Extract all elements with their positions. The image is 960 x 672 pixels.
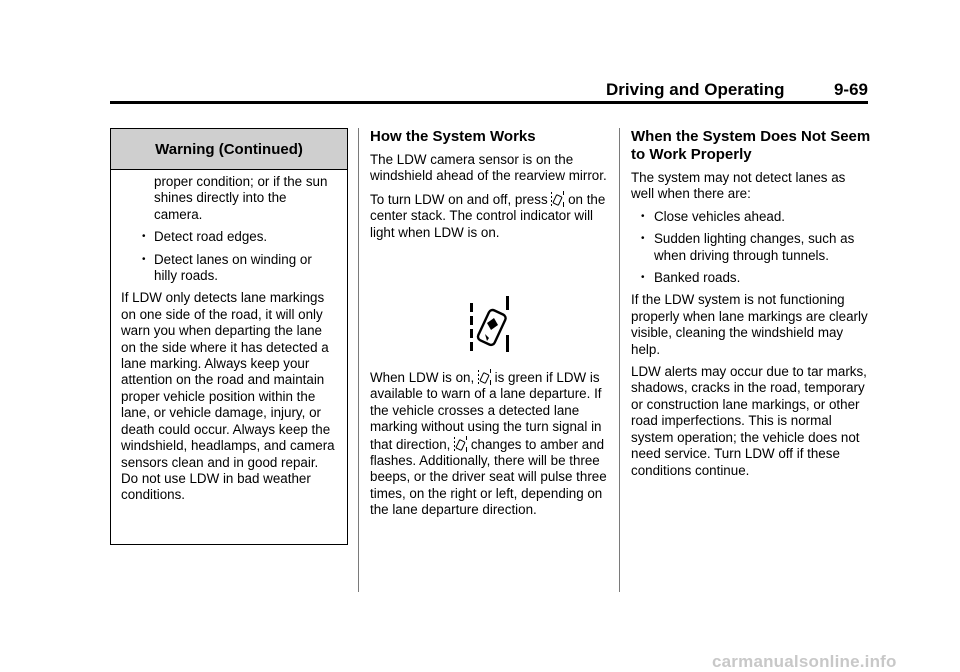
lane-departure-icon [454,436,467,452]
how-it-works-column [370,128,608,525]
bullet-dot: • [142,253,146,265]
header-rule [110,101,868,104]
bullet-dot: • [641,272,645,284]
not-working-column [631,128,871,485]
lane-departure-icon [478,369,491,385]
how-it-works-heading: How the System Works [370,128,536,145]
warning-paragraph: If LDW only detects lane markings on one side of the road, it will only warn you when departing the lane on the side where it has detected a lane marking. Always keep your attention on the road and maintain proper vehicle position within the lane, or vehicle damage, injury, or death could occur. Always keep the windshield, headlamps, and camera sensors clean and in good repair. Do not use LDW in bad weather conditions. [121,290,335,503]
bullet-dot: • [641,233,645,245]
column-divider-left [358,128,359,592]
warning-continuation: proper condition; or if the sun shines directly into the camera. [154,174,328,222]
page-number: 9-69 [833,80,868,99]
warning-bullet [121,252,338,285]
column-divider-right [619,128,620,592]
paragraph-indicator: When LDW is on, is green if LDW is available to warn of a lane departure. If the vehicle crosses a detected lane marking without using the turn signal in that direction, changes to amber and flashes. Additionally, there will be three beeps, or the driver seat will pulse three times, on the right or left, depending on the lane departure direction. [370,370,607,518]
condition-bullet [631,209,871,225]
warning-bullet [121,229,338,245]
paragraph-cleaning: If the LDW system is not functioning properly when lane markings are clearly visible, cleaning the windshield may help. [631,292,868,357]
condition-bullet [631,231,871,264]
bullet-text: Close vehicles ahead. [654,208,786,224]
lane-departure-indicator-icon [458,296,524,352]
bullet-text: Detect road edges. [154,229,268,245]
paragraph-turn-on: To turn LDW on and off, press on the center stack. The control indicator will light when LDW is on. [370,191,606,240]
section-title: Driving and Operating [606,80,785,99]
condition-bullet [631,270,871,286]
bullet-text: Detect lanes on winding or hilly roads. [154,251,312,284]
warning-box [110,128,348,545]
not-working-heading: When the System Does Not Seem to Work Properly [631,128,871,163]
bullet-dot: • [142,231,146,243]
paragraph-sensor: The LDW camera sensor is on the windshield ahead of the rearview mirror. [370,152,607,184]
paragraph-conditions: The system may not detect lanes as well when there are: [631,170,846,202]
bullet-text: Sudden lighting changes, such as when driving through tunnels. [654,231,855,263]
bullet-dot: • [641,210,645,222]
warning-title: Warning (Continued) [111,129,347,170]
lane-departure-icon [551,191,564,207]
paragraph-alerts: LDW alerts may occur due to tar marks, shadows, cracks in the road, temporary or construction lane markings, or other road imperfections. This is normal system operation; the vehicle does not need service. Turn LDW off if these conditions continue. [631,364,867,478]
watermark: carmanualsonline.info [712,652,897,671]
bullet-text: Banked roads. [654,270,741,286]
